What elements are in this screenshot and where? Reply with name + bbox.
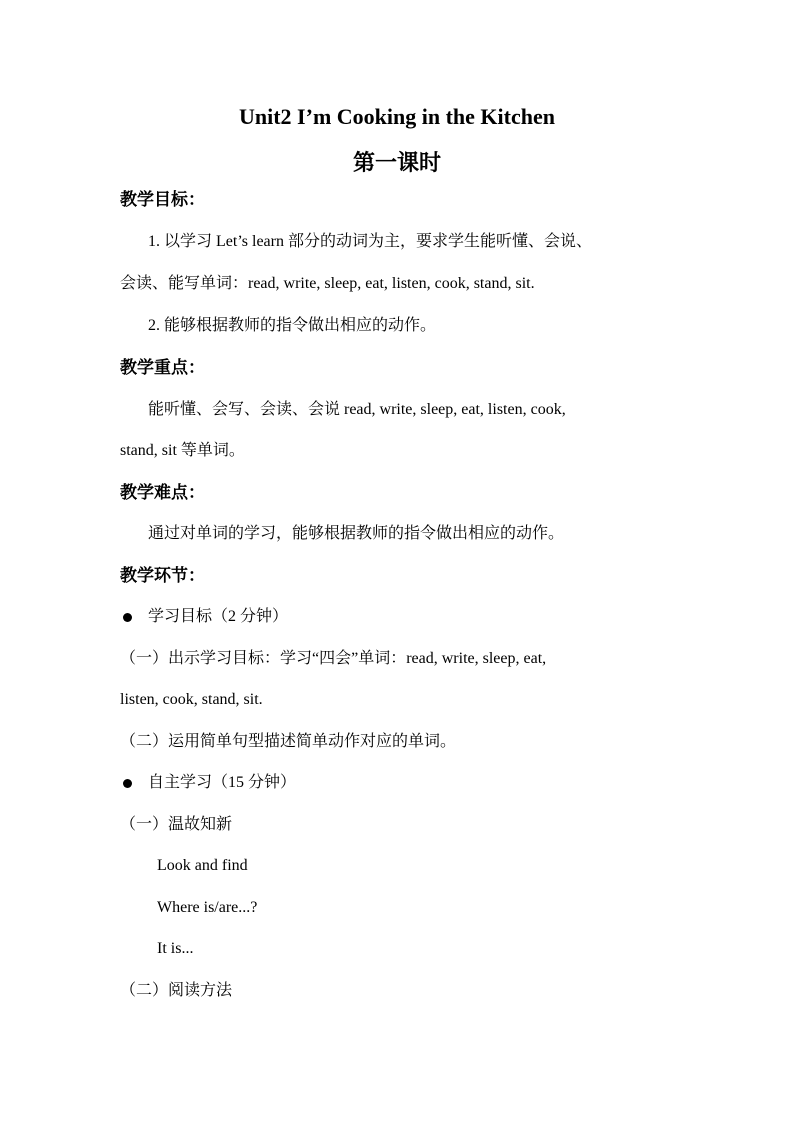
document-title: Unit2 I’m Cooking in the Kitchen <box>239 104 555 129</box>
section-1-p1-line-2: listen, cook, stand, sit. <box>120 691 263 708</box>
section-2-title: 自主学习（15 分钟） <box>148 774 297 791</box>
procedure-heading: 教学环节： <box>120 566 205 585</box>
section-1-p2: （二）运用简单句型描述简单动作对应的单词。 <box>120 733 457 750</box>
document-subtitle: 第一课时 <box>352 150 441 175</box>
key-points-line-1: 能听懂、会写、会读、会说 read, write, sleep, eat, listen, cook, <box>148 401 566 418</box>
difficulties-line-1: 通过对单词的学习，能够根据教师的指令做出相应的动作。 <box>148 525 565 542</box>
section-2-sub-1: Look and find <box>157 857 248 874</box>
objective-2: 2. 能够根据教师的指令做出相应的动作。 <box>148 317 437 334</box>
bullet-icon <box>123 613 132 622</box>
bullet-icon <box>123 779 132 788</box>
objective-1-line-1: 1. 以学习 Let’s learn 部分的动词为主，要求学生能听懂、会说、 <box>148 233 592 250</box>
key-points-line-2: stand, sit 等单词。 <box>120 442 245 459</box>
objectives-heading: 教学目标： <box>120 190 205 209</box>
objective-1-line-2: 会读、能写单词：read, write, sleep, eat, listen, cook, stand, sit. <box>120 275 535 292</box>
section-2-p1: （一）温故知新 <box>120 816 233 833</box>
section-1-title: 学习目标（2 分钟） <box>148 608 289 625</box>
key-points-heading: 教学重点： <box>120 358 205 377</box>
section-1-p1-line-1: （一）出示学习目标：学习“四会”单词：read, write, sleep, eat, <box>120 650 547 667</box>
section-2-p2: （二）阅读方法 <box>120 982 233 999</box>
section-2-sub-2: Where is/are...? <box>157 899 258 916</box>
section-2-sub-3: It is... <box>157 940 194 957</box>
difficulties-heading: 教学难点： <box>120 483 205 502</box>
